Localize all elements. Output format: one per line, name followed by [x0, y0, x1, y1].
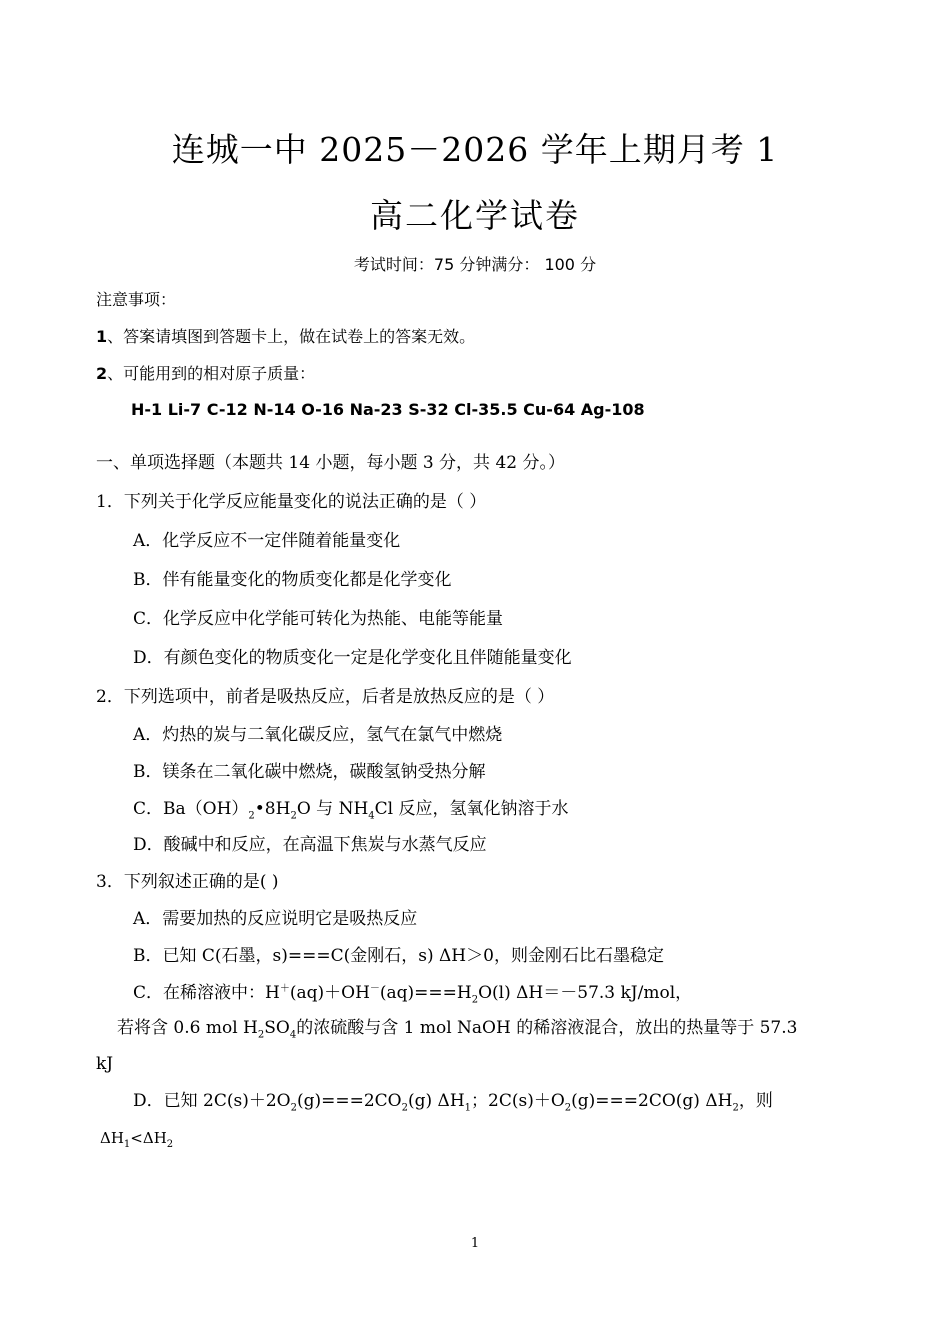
question-1-option-b: B．伴有能量变化的物质变化都是化学变化 — [133, 570, 452, 590]
question-1-stem: 1．下列关于化学反应能量变化的说法正确的是（ ） — [96, 492, 487, 512]
question-2-option-c: C．$Ba(OH)_2•8H_2O$ 与 $NH_4Cl$ 反应，氢氧化钠溶于水 — [133, 799, 569, 822]
exam-info: 考试时间：75 分钟满分： 100 分 — [353, 255, 597, 274]
question-3-option-d-continued: $\Delta H_1<\Delta H_2$ — [100, 1129, 174, 1150]
atomic-masses: H-1 Li-7 C-12 N-14 O-16 Na-23 S-32 Cl-35.5 Cu-64 Ag-108 — [131, 400, 645, 419]
exam-title: 连城一中 2025－2026 学年上期月考 1 — [171, 130, 779, 169]
note-item-2: 2、可能用到的相对原子质量： — [96, 364, 316, 383]
exam-subject-title: 高二化学试卷 — [370, 196, 580, 235]
question-3-option-c: C．在稀溶液中：$H^+(aq)+OH^-(aq)===H_2O(l)$ ΔH＝－57.3 kJ/mol， — [133, 983, 693, 1006]
question-3-option-a: A．需要加热的反应说明它是吸热反应 — [133, 909, 418, 929]
question-2-option-b: B．镁条在二氧化碳中燃烧，碳酸氢钠受热分解 — [133, 762, 486, 782]
question-3-option-b: B．已知 C(石墨，s)===C(金刚石，s) ΔH＞0，则金刚石比石墨稳定 — [133, 946, 664, 966]
notes-heading: 注意事项： — [96, 290, 177, 309]
question-1-option-c: C．化学反应中化学能可转化为热能、电能等能量 — [133, 609, 504, 629]
page-number: 1 — [470, 1236, 480, 1251]
question-1-option-a: A．化学反应不一定伴随着能量变化 — [133, 531, 401, 551]
question-2-option-a: A．灼热的炭与二氧化碳反应，氢气在氯气中燃烧 — [133, 725, 503, 745]
section-heading: 一、单项选择题（本题共 14 小题，每小题 3 分，共 42 分。） — [96, 453, 566, 473]
question-2-option-d: D．酸碱中和反应，在高温下焦炭与水蒸气反应 — [133, 835, 487, 855]
note-item-1: 1、答案请填图到答题卡上，做在试卷上的答案无效。 — [96, 327, 476, 346]
question-3-option-c-unit: kJ — [96, 1054, 114, 1074]
question-1-option-d: D．有颜色变化的物质变化一定是化学变化且伴随能量变化 — [133, 648, 572, 668]
question-2-stem: 2．下列选项中，前者是吸热反应，后者是放热反应的是（ ） — [96, 687, 555, 707]
question-3-stem: 3．下列叙述正确的是( ) — [96, 872, 279, 892]
question-3-option-c-continued: 若将含 0.6 mol $H_2SO_4$的浓硫酸与含 1 mol NaOH 的稀溶液混合，放出的热量等于 57.3 — [117, 1018, 798, 1041]
question-3-option-d: D．已知 $2C(s)+2O_2(g)===2CO_2(g)$ $\Delta H_1$；$2C(s)+O_2(g)===2CO(g)$ $\Delta H_2$，则 — [133, 1091, 773, 1114]
